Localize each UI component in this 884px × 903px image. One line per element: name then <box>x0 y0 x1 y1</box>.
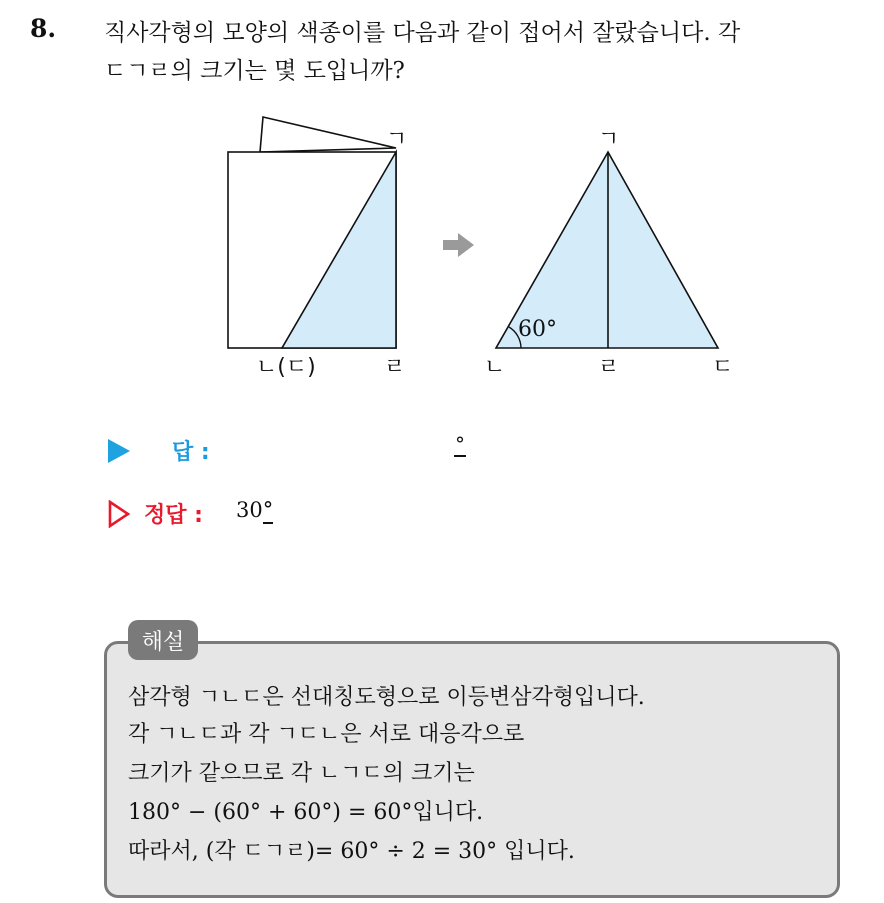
left-label-g: ㄱ <box>386 127 408 152</box>
explanation-line-5: 따라서, (각 ㄷㄱㄹ)= 60° ÷ 2 = 30° 입니다. <box>128 839 575 864</box>
right-label-d: ㄷ <box>712 355 734 380</box>
explanation-line-1: 삼각형 ㄱㄴㄷ은 선대칭도형으로 이등변삼각형입니다. <box>128 685 645 710</box>
right-label-r: ㄹ <box>598 355 620 380</box>
right-label-g: ㄱ <box>598 127 620 152</box>
left-label-n-d: ㄴ(ㄷ) <box>256 355 316 380</box>
question-text-line1: 직사각형의 모양의 색종이를 다음과 같이 접어서 잘랐습니다. 각 <box>104 20 741 46</box>
unfolded-triangle-figure <box>484 127 733 380</box>
explanation-line-4: 180° − (60° + 60°) = 60°입니다. <box>128 800 484 825</box>
right-label-n: ㄴ <box>484 355 506 380</box>
correct-number: 30 <box>236 498 263 522</box>
folding-figure <box>0 0 884 420</box>
play-triangle-icon <box>108 439 130 463</box>
question-number: 8. <box>30 14 57 43</box>
answer-blank[interactable]: ° <box>455 432 465 456</box>
correct-unit: ° <box>262 498 274 522</box>
correct-label: 정답 : <box>144 503 203 528</box>
folded-paper-figure <box>228 117 407 380</box>
answer-row <box>108 432 608 469</box>
explanation-line-3: 크기가 같으므로 각 ㄴㄱㄷ의 크기는 <box>128 761 475 786</box>
answer-label: 답 : <box>172 440 210 465</box>
correct-answer-row <box>108 498 608 532</box>
angle-label: 60° <box>518 317 557 342</box>
explanation-tab: 해설 <box>128 620 198 660</box>
correct-value <box>236 498 273 522</box>
arrow-icon <box>443 233 474 257</box>
outline-triangle-icon <box>108 500 130 528</box>
question-text-line2: ㄷㄱㄹ의 크기는 몇 도입니까? <box>104 58 405 84</box>
left-label-r: ㄹ <box>384 355 406 380</box>
back-flap <box>260 117 396 152</box>
explanation-line-2: 각 ㄱㄴㄷ과 각 ㄱㄷㄴ은 서로 대응각으로 <box>128 722 525 747</box>
